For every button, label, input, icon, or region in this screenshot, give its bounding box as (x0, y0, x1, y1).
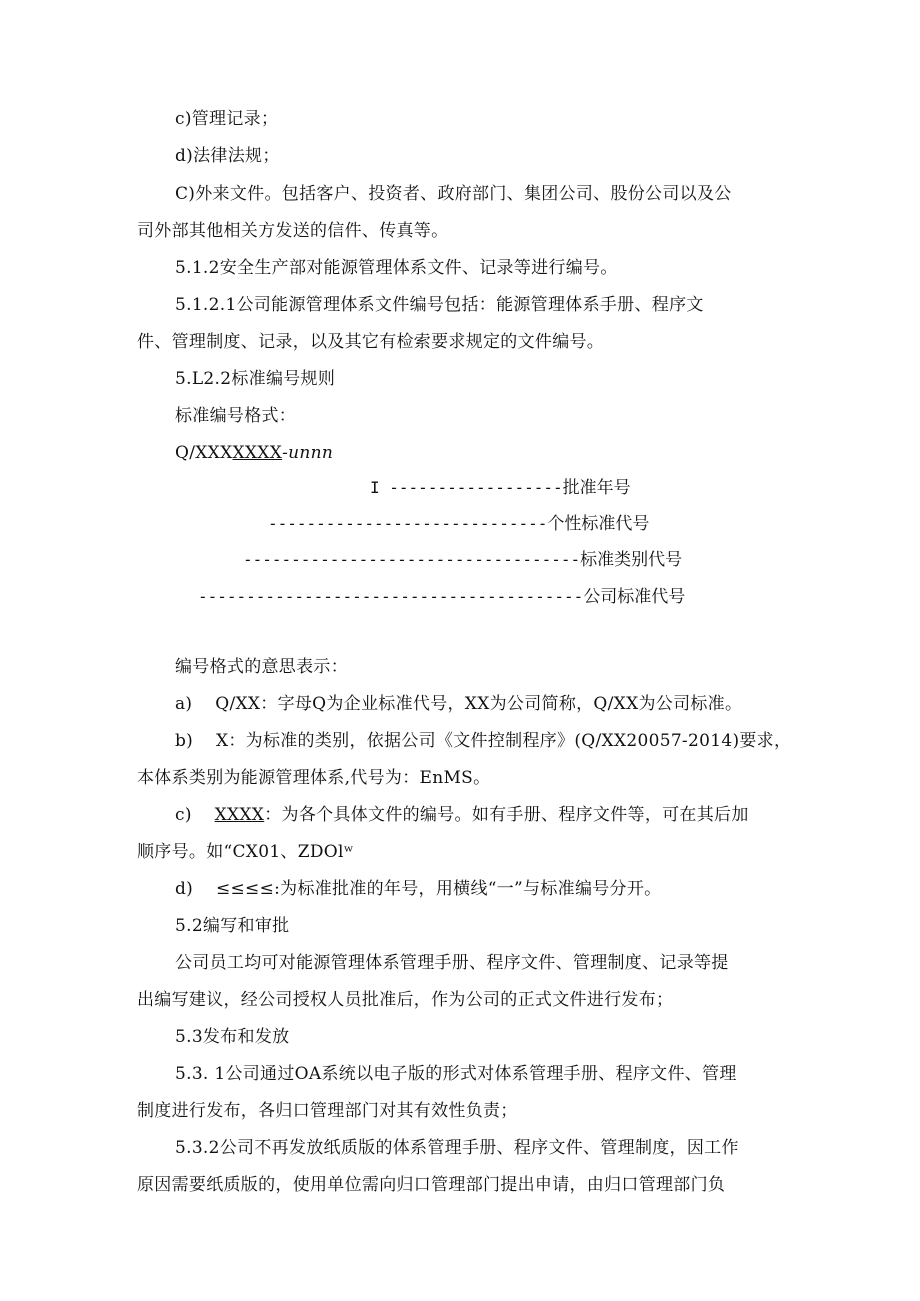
diagram-label-year: 批准年号 (562, 478, 631, 498)
item-marker: c) (175, 805, 192, 825)
section-5-2-para-cont: 出编写建议，经公司授权人员批准后，作为公司的正式文件进行发布； (137, 990, 674, 1010)
diagram-row-company (198, 587, 685, 607)
clause-5-1-2: 5.1.2安全生产部对能源管理体系文件、记录等进行编号。 (175, 258, 618, 278)
clause-5-1-2-2-title: 5.L2.2标准编号规则 (175, 369, 336, 389)
diagram-dashes: ------------------ (389, 478, 563, 497)
diagram-marker: I (370, 478, 380, 497)
format-heading: 标准编号格式： (175, 406, 297, 426)
diagram-dashes: ----------------------------- (268, 514, 548, 533)
item-marker: a) (175, 694, 193, 714)
item-marker: b) (175, 731, 194, 751)
item-text: ≤≤≤≤:为标准批准的年号，用横线“一”与标准编号分开。 (215, 879, 662, 899)
diagram-dashes: ---------------------------------------- (198, 587, 584, 606)
diagram-label-individual: 个性标准代号 (547, 514, 650, 534)
clause-5-3-2: 5.3.2公司不再发放纸质版的体系管理手册、程序文件、管理制度，因工作 (175, 1138, 739, 1158)
list-item-c-records: c)管理记录； (175, 109, 279, 129)
list-item-d-laws: d)法律法规； (175, 146, 280, 166)
clause-5-1-2-1: 5.1.2.1公司能源管理体系文件编号包括：能源管理体系手册、程序文 (175, 295, 704, 315)
meaning-item-a (175, 694, 742, 714)
item-text: Q/XX：字母Q为企业标准代号，XX为公司简称，Q/XX为公司标准。 (215, 694, 743, 714)
clause-5-3-1: 5.3. 1公司通过OA系统以电子版的形式对体系管理手册、程序文件、管理 (175, 1064, 737, 1084)
meaning-item-c-cont: 顺序号。如“CX01、ZDOlʷ (137, 842, 355, 862)
item-text: X：为标准的类别，依据公司《文件控制程序》(Q/XX20057-2014)要求， (215, 731, 792, 751)
section-5-2-title: 5.2编写和审批 (175, 916, 290, 936)
item-marker: d) (175, 879, 194, 899)
diagram-row-category (243, 550, 682, 570)
diagram-label-company: 公司标准代号 (583, 587, 686, 607)
diagram-dashes: ----------------------------------- (243, 550, 581, 569)
diagram-row-year (370, 478, 631, 498)
format-doc-number: XXXX (232, 443, 283, 463)
diagram-label-category: 标准类别代号 (580, 550, 683, 570)
format-category: X (220, 443, 233, 463)
clause-5-3-1-cont: 制度进行发布，各归口管理部门对其有效性负责； (137, 1101, 518, 1121)
item-code: XXXX (214, 805, 265, 825)
meaning-item-b-cont: 本体系类别为能源管理体系,代号为：EnMS。 (137, 768, 491, 788)
meaning-item-d (175, 879, 661, 899)
format-prefix: Q/XX (175, 443, 221, 463)
clause-5-3-2-cont: 原因需要纸质版的，使用单位需向归口管理部门提出申请，由归口管理部门负 (137, 1175, 726, 1195)
list-item-external-docs-cont: 司外部其他相关方发送的信件、传真等。 (137, 221, 449, 241)
list-item-external-docs: C)外来文件。包括客户、投资者、政府部门、集团公司、股份公司以及公 (175, 184, 732, 204)
section-5-2-para: 公司员工均可对能源管理体系管理手册、程序文件、管理制度、记录等提 (175, 953, 729, 973)
clause-5-1-2-1-cont: 件、管理制度、记录，以及其它有检索要求规定的文件编号。 (137, 332, 605, 352)
meaning-item-c (175, 805, 749, 825)
format-year: -unnn (282, 443, 334, 463)
standard-number-format (175, 443, 333, 463)
meaning-item-b (175, 731, 791, 751)
item-text: ：为各个具体文件的编号。如有手册、程序文件等，可在其后加 (264, 805, 749, 825)
diagram-row-individual (268, 514, 649, 534)
meaning-heading: 编号格式的意思表示： (175, 657, 348, 677)
section-5-3-title: 5.3发布和发放 (175, 1027, 290, 1047)
